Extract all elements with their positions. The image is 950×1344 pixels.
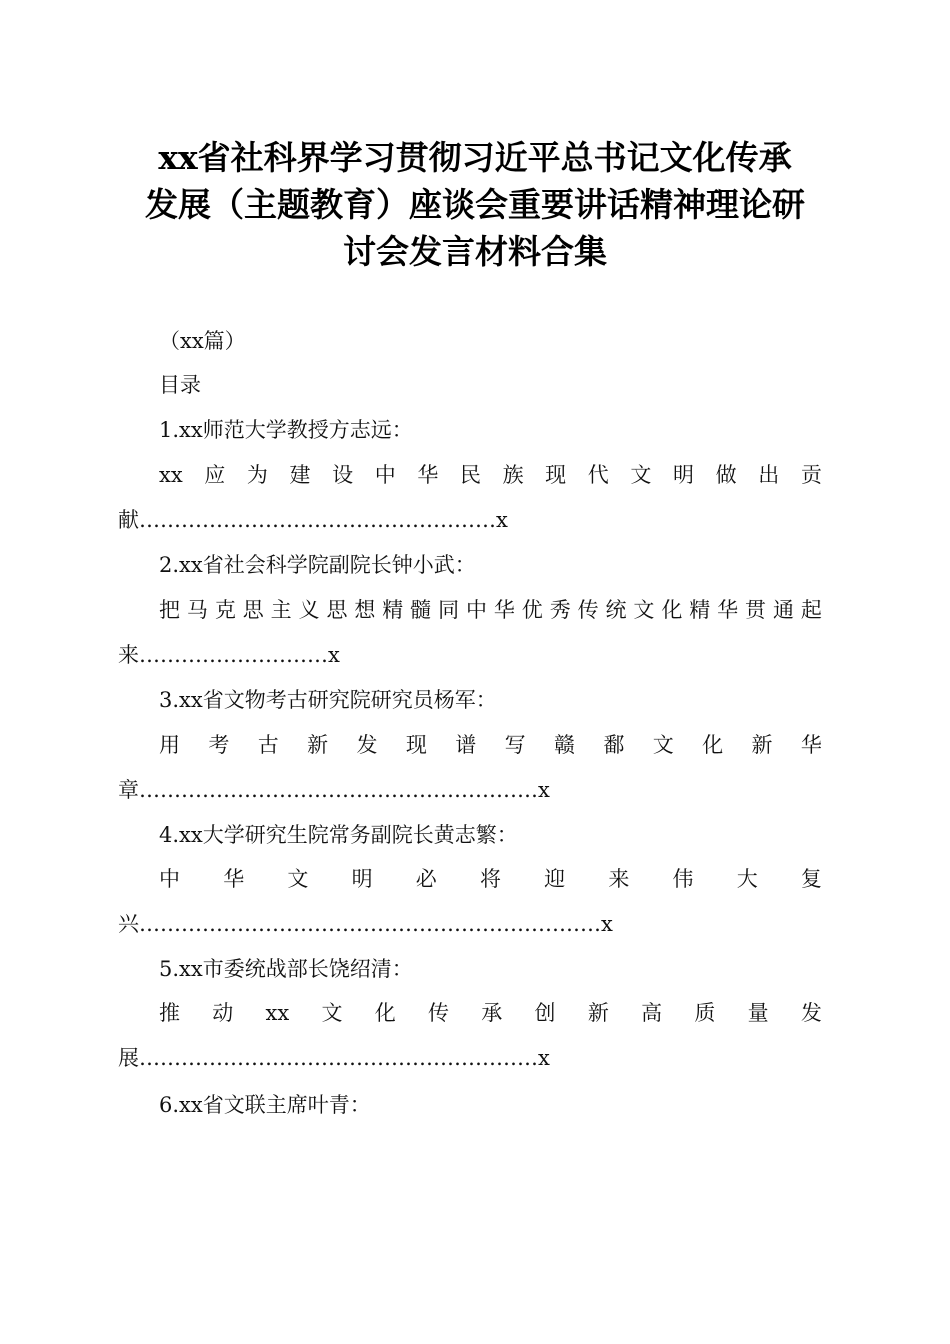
- topic-char: 动: [212, 1001, 234, 1025]
- toc-entry-heading-5: 5.xx市委统战部长饶绍清：: [159, 957, 413, 981]
- topic-char: 必: [415, 867, 437, 891]
- topic-char: 发: [356, 733, 378, 757]
- title-line-3: 讨会发言材料合集: [343, 232, 607, 271]
- topic-char: 贡: [800, 463, 822, 487]
- topic-char: 族: [502, 463, 524, 487]
- toc-entry-tail-1: 献……………………………………………x: [118, 508, 508, 532]
- topic-char: 克: [214, 598, 236, 622]
- topic-char: 通: [772, 598, 794, 622]
- topic-char: 创: [534, 1001, 556, 1025]
- topic-char: 传: [428, 1001, 450, 1025]
- document-title: [110, 134, 840, 275]
- toc-entry-tail-2: 来………………………x: [118, 643, 340, 667]
- topic-char: 统: [605, 598, 627, 622]
- topic-char: 新: [751, 733, 773, 757]
- topic-char: 同: [438, 598, 460, 622]
- topic-char: 文: [652, 733, 674, 757]
- topic-char: 传: [577, 598, 599, 622]
- topic-char: 应: [204, 463, 226, 487]
- subtitle: （xx篇）: [159, 329, 246, 353]
- topic-char: 写: [504, 733, 526, 757]
- topic-char: 思: [326, 598, 348, 622]
- toc-entry-topic-1: [159, 460, 822, 490]
- topic-char: xx: [265, 1001, 290, 1025]
- topic-char: 伟: [672, 867, 694, 891]
- topic-char: 现: [545, 463, 567, 487]
- topic-char: 文: [321, 1001, 343, 1025]
- topic-char: 将: [479, 867, 501, 891]
- toc-entry-tail-3: 章…………………………………………………x: [118, 778, 550, 802]
- toc-entry-heading-3: 3.xx省文物考古研究院研究员杨军：: [159, 688, 497, 712]
- toc-entry-topic-4: [159, 864, 822, 894]
- topic-char: 主: [270, 598, 292, 622]
- topic-char: 起: [800, 598, 822, 622]
- topic-char: 古: [257, 733, 279, 757]
- topic-char: 谱: [455, 733, 477, 757]
- topic-char: 设: [332, 463, 354, 487]
- topic-char: 鄱: [603, 733, 625, 757]
- topic-char: 做: [715, 463, 737, 487]
- topic-char: 想: [354, 598, 376, 622]
- topic-char: 马: [186, 598, 208, 622]
- topic-char: 文: [287, 867, 309, 891]
- topic-char: 华: [417, 463, 439, 487]
- toc-entry-heading-1: 1.xx师范大学教授方志远：: [159, 418, 413, 442]
- topic-char: 华: [800, 733, 822, 757]
- topic-char: 精: [382, 598, 404, 622]
- topic-char: 化: [374, 1001, 396, 1025]
- topic-char: 现: [405, 733, 427, 757]
- topic-char: 义: [298, 598, 320, 622]
- topic-char: 出: [758, 463, 780, 487]
- topic-char: 民: [459, 463, 481, 487]
- topic-char: 承: [481, 1001, 503, 1025]
- topic-char: 精: [689, 598, 711, 622]
- topic-char: 髓: [410, 598, 432, 622]
- topic-char: 化: [661, 598, 683, 622]
- topic-char: 优: [521, 598, 543, 622]
- topic-char: 把: [159, 598, 180, 622]
- toc-entry-tail-4: 兴…………………………………………………………x: [118, 912, 613, 936]
- toc-entry-tail-5: 展…………………………………………………x: [118, 1046, 550, 1070]
- toc-entry-heading-4: 4.xx大学研究生院常务副院长黄志繁：: [159, 823, 518, 847]
- topic-char: 中: [374, 463, 396, 487]
- topic-char: 化: [702, 733, 724, 757]
- topic-char: 华: [223, 867, 245, 891]
- topic-char: 发: [800, 1001, 822, 1025]
- topic-char: 中: [465, 598, 487, 622]
- topic-char: 代: [587, 463, 609, 487]
- topic-char: 新: [587, 1001, 609, 1025]
- topic-char: 迎: [544, 867, 566, 891]
- topic-char: 用: [159, 733, 180, 757]
- topic-char: 量: [747, 1001, 769, 1025]
- topic-char: 考: [208, 733, 230, 757]
- topic-char: 高: [641, 1001, 663, 1025]
- topic-char: 文: [630, 463, 652, 487]
- title-line-2: 发展（主题教育）座谈会重要讲话精神理论研: [145, 185, 805, 224]
- topic-char: 明: [673, 463, 694, 487]
- topic-char: 文: [633, 598, 655, 622]
- topic-char: 贯: [745, 598, 767, 622]
- toc-entry-heading-6: 6.xx省文联主席叶青：: [159, 1093, 371, 1117]
- toc-entry-heading-2: 2.xx省社会科学院副院长钟小武：: [159, 553, 476, 577]
- toc-entry-topic-3: [159, 730, 822, 760]
- topic-char: 推: [159, 1001, 180, 1025]
- topic-char: 思: [242, 598, 264, 622]
- topic-char: 明: [351, 867, 373, 891]
- topic-char: xx: [159, 463, 183, 487]
- topic-char: 复: [800, 867, 822, 891]
- toc-entry-topic-5: [159, 998, 822, 1028]
- topic-char: 华: [493, 598, 515, 622]
- topic-char: 大: [736, 867, 758, 891]
- topic-char: 中: [159, 867, 180, 891]
- topic-char: 为: [246, 463, 268, 487]
- toc-heading: 目录: [159, 373, 201, 397]
- topic-char: 建: [289, 463, 311, 487]
- topic-char: 质: [694, 1001, 716, 1025]
- topic-char: 新: [307, 733, 329, 757]
- toc-entry-topic-2: [159, 595, 822, 625]
- title-line-1: xx省社科界学习贯彻习近平总书记文化传承: [158, 138, 792, 177]
- topic-char: 华: [717, 598, 739, 622]
- topic-char: 来: [608, 867, 630, 891]
- topic-char: 秀: [549, 598, 571, 622]
- topic-char: 赣: [554, 733, 575, 757]
